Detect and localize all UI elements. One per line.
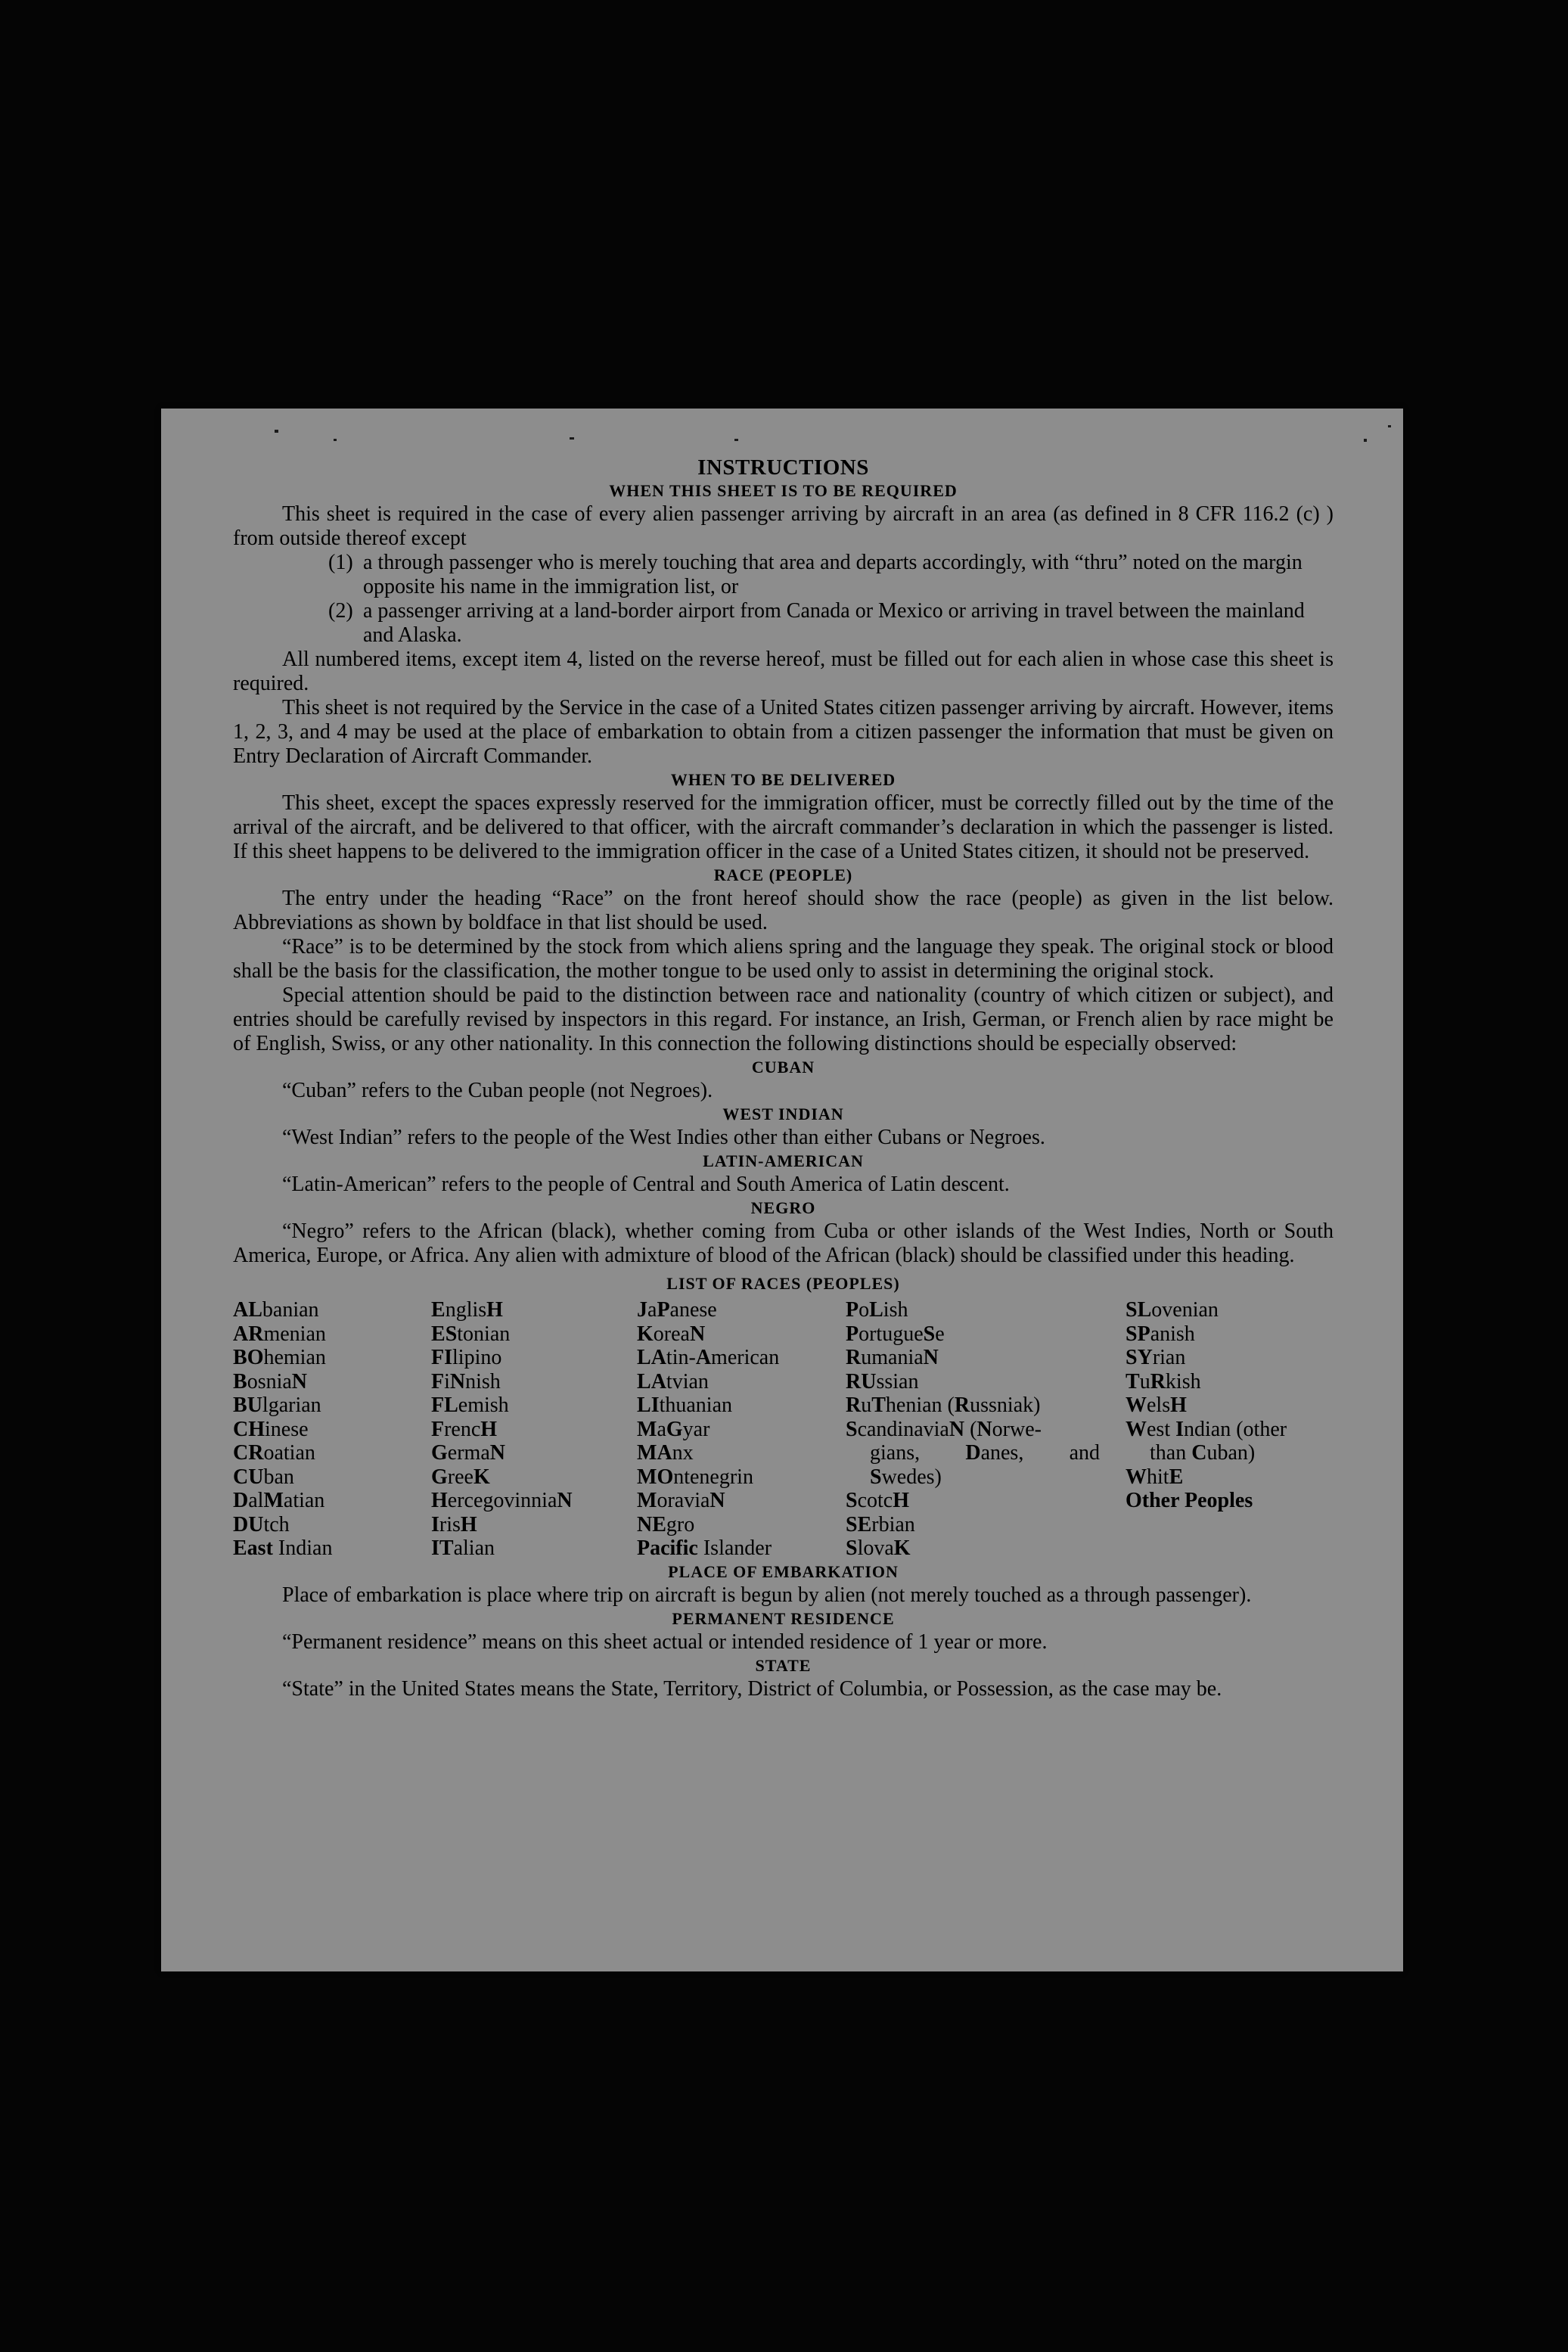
paragraph-west-indian: “West Indian” refers to the people of the West Indies other than either Cubans or Negroes. [282,1126,1045,1149]
item-text: a passenger arriving at a land-border airport from Canada or Mexico or arriving in travel between the mainland and Alaska. [363,599,1305,647]
scan-speck [1388,425,1391,427]
race-entry: SPanish [1126,1322,1195,1346]
section-heading-cuban: CUBAN [751,1058,815,1077]
race-entry: FiNnish [431,1369,501,1393]
race-entry: DUtch [233,1512,290,1536]
paragraph-residence: “Permanent residence” means on this sheet actual or intended residence of 1 year or more. [282,1630,1048,1654]
race-entry: ScandinaviaN (Norwe- [846,1417,1042,1441]
race-entry: GermaN [431,1441,505,1465]
race-entry: WhitE [1126,1465,1184,1489]
race-entry: PoLish [846,1298,908,1322]
races-column-5 [1126,1298,1334,1561]
race-entry: SErbian [846,1512,915,1536]
section-heading-residence: PERMANENT RESIDENCE [672,1608,895,1628]
race-entry: RuThenian (Russniak) [846,1393,1041,1417]
race-entry: East Indian [233,1536,333,1560]
section-heading-when-required: WHEN THIS SHEET IS TO BE REQUIRED [609,481,958,500]
race-entry: Pacific Islander [637,1536,772,1560]
race-entry: RUssian [846,1369,919,1393]
race-entry: EStonian [431,1322,511,1346]
item-text: a through passenger who is merely touching that area and departs accordingly, with “thru” noted on the margin opposite his name in the immigration list, or [363,551,1303,598]
exception-item-1 [233,551,1334,599]
paragraph-embarkation: Place of embarkation is place where trip on aircraft is begun by alien (not merely touched as a through passenger). [282,1583,1252,1607]
races-column-1 [233,1298,431,1561]
section-heading-when-delivered: WHEN TO BE DELIVERED [670,770,896,789]
race-entry: WelsH [1126,1393,1187,1417]
race-entry-continued [846,1441,1100,1465]
race-entry: BosniaN [233,1369,308,1393]
race-entry: GreeK [431,1465,490,1489]
scan-speck [1364,439,1367,442]
races-column-4 [846,1298,1126,1561]
race-entry: MoraviaN [637,1489,725,1512]
document-sheet [161,409,1403,1971]
paragraph-state: “State” in the United States means the State, Territory, District of Columbia, or Possession, as the case may be. [282,1676,1222,1701]
race-entry: DalMatian [233,1489,325,1512]
race-entry: PortugueSe [846,1322,945,1346]
race-entry: HercegovinniaN [431,1489,573,1512]
race-entry: MaGyar [637,1417,710,1441]
paragraph-latin-american: “Latin-American” refers to the people of Central and South America of Latin descent. [282,1173,1010,1196]
race-entry: TuRkish [1126,1369,1201,1393]
race-entry: CHinese [233,1417,309,1441]
race-entry: ScotcH [846,1489,909,1512]
paragraph-negro: “Negro” refers to the African (black), whether coming from Cuba or other islands of the West Indies, North or South America, Europe, or Africa. Any alien with admixture of blood of the African (black) should be classified under this heading. [233,1219,1334,1267]
document-title: INSTRUCTIONS [697,455,869,480]
race-entry: NEgro [637,1512,695,1536]
section-heading-west-indian: WEST INDIAN [722,1105,844,1123]
race-entry-continued: than Cuban) [1150,1441,1256,1465]
race-entry: EnglisH [431,1298,503,1322]
race-entry: ALbanian [233,1298,319,1322]
race-entry: FLemish [431,1393,509,1417]
race-entry-continued: Swedes) [870,1465,942,1489]
race-entry: BOhemian [233,1346,326,1369]
race-entry: Other Peoples [1126,1489,1253,1512]
section-heading-latin-american: LATIN-AMERICAN [703,1151,864,1170]
paragraph-citizen: This sheet is not required by the Service in the case of a United States citizen passenger arriving by aircraft. However, items 1, 2, 3, and 4 may be used at the place of embarkation to obtain from a citizen passenger the information that must be given on Entry Declaration of Aircraft Commander. [233,696,1334,768]
races-column-2 [431,1298,637,1561]
race-entry: MAnx [637,1441,694,1465]
race-entry: ARmenian [233,1322,326,1346]
race-entry: KoreaN [637,1322,706,1346]
section-heading-state: STATE [755,1655,812,1675]
races-list [233,1298,1334,1561]
race-entry: West Indian (other [1126,1417,1287,1441]
race-entry: ITalian [431,1536,495,1560]
race-entry: FIlipino [431,1346,502,1369]
scan-speck [334,439,337,441]
race-entry: IrisH [431,1512,477,1536]
races-column-3 [637,1298,846,1561]
paragraph-when-delivered: This sheet, except the spaces expressly reserved for the immigration officer, must be correctly filled out by the time of the arrival of the aircraft, and be delivered to that officer, with the aircraft commander’s declaration in which the passenger is listed. If this sheet happens to be delivered to the immigration officer in the case of a United States citizen, it should not be preserved. [233,791,1334,863]
item-number: (2) [328,599,353,623]
race-entry: LIthuanian [637,1393,733,1417]
race-entry: JaPanese [637,1298,717,1322]
exception-item-2 [233,599,1334,648]
section-heading-negro: NEGRO [750,1198,816,1217]
paragraph-race-1: The entry under the heading “Race” on the front hereof should show the race (people) as given in the list below. Abbreviations as shown by boldface in that list should be used. [233,887,1334,934]
section-heading-race: RACE (PEOPLE) [713,865,853,884]
race-entry: SlovaK [846,1536,911,1560]
section-heading-races-list: LIST OF RACES (PEOPLES) [666,1274,900,1293]
paragraph-when-required: This sheet is required in the case of every alien passenger arriving by aircraft in an area (as defined in 8 CFR 116.2 (c) ) from outside thereof except [233,502,1334,550]
paragraph-numbered-items: All numbered items, except item 4, listed on the reverse hereof, must be filled out for each alien in whose case this sheet is required. [233,648,1334,695]
race-entry: LAtin-American [637,1346,780,1369]
section-heading-embarkation: PLACE OF EMBARKATION [668,1561,899,1581]
scan-speck [570,437,574,440]
race-entry: SLovenian [1126,1298,1219,1322]
race-entry: FrencH [431,1417,498,1441]
paragraph-race-2: “Race” is to be determined by the stock from which aliens spring and the language they speak. The original stock or blood shall be the basis for the classification, the mother tongue to be used only to assist in determining the original stock. [233,935,1334,983]
scan-speck [275,430,278,433]
race-entry: RumaniaN [846,1346,939,1369]
race-entry: SYrian [1126,1346,1186,1369]
item-number: (1) [328,551,353,574]
race-entry: MOntenegrin [637,1465,753,1489]
race-entry: CUban [233,1465,294,1489]
race-entry: CRoatian [233,1441,315,1465]
race-entry-continuation: gians, Danes, and [870,1441,1100,1465]
instructions-content [233,455,1334,1701]
paragraph-race-3: Special attention should be paid to the distinction between race and nationality (country of which citizen or subject), and entries should be carefully revised by inspectors in this regard. For instance, an Irish, German, or French alien by race might be of English, Swiss, or any other nationality. In this connection the following distinctions should be especially observed: [233,983,1334,1055]
race-entry: BUlgarian [233,1393,321,1417]
race-entry: LAtvian [637,1369,709,1393]
paragraph-cuban: “Cuban” refers to the Cuban people (not Negroes). [282,1079,713,1102]
scan-speck [734,439,738,441]
